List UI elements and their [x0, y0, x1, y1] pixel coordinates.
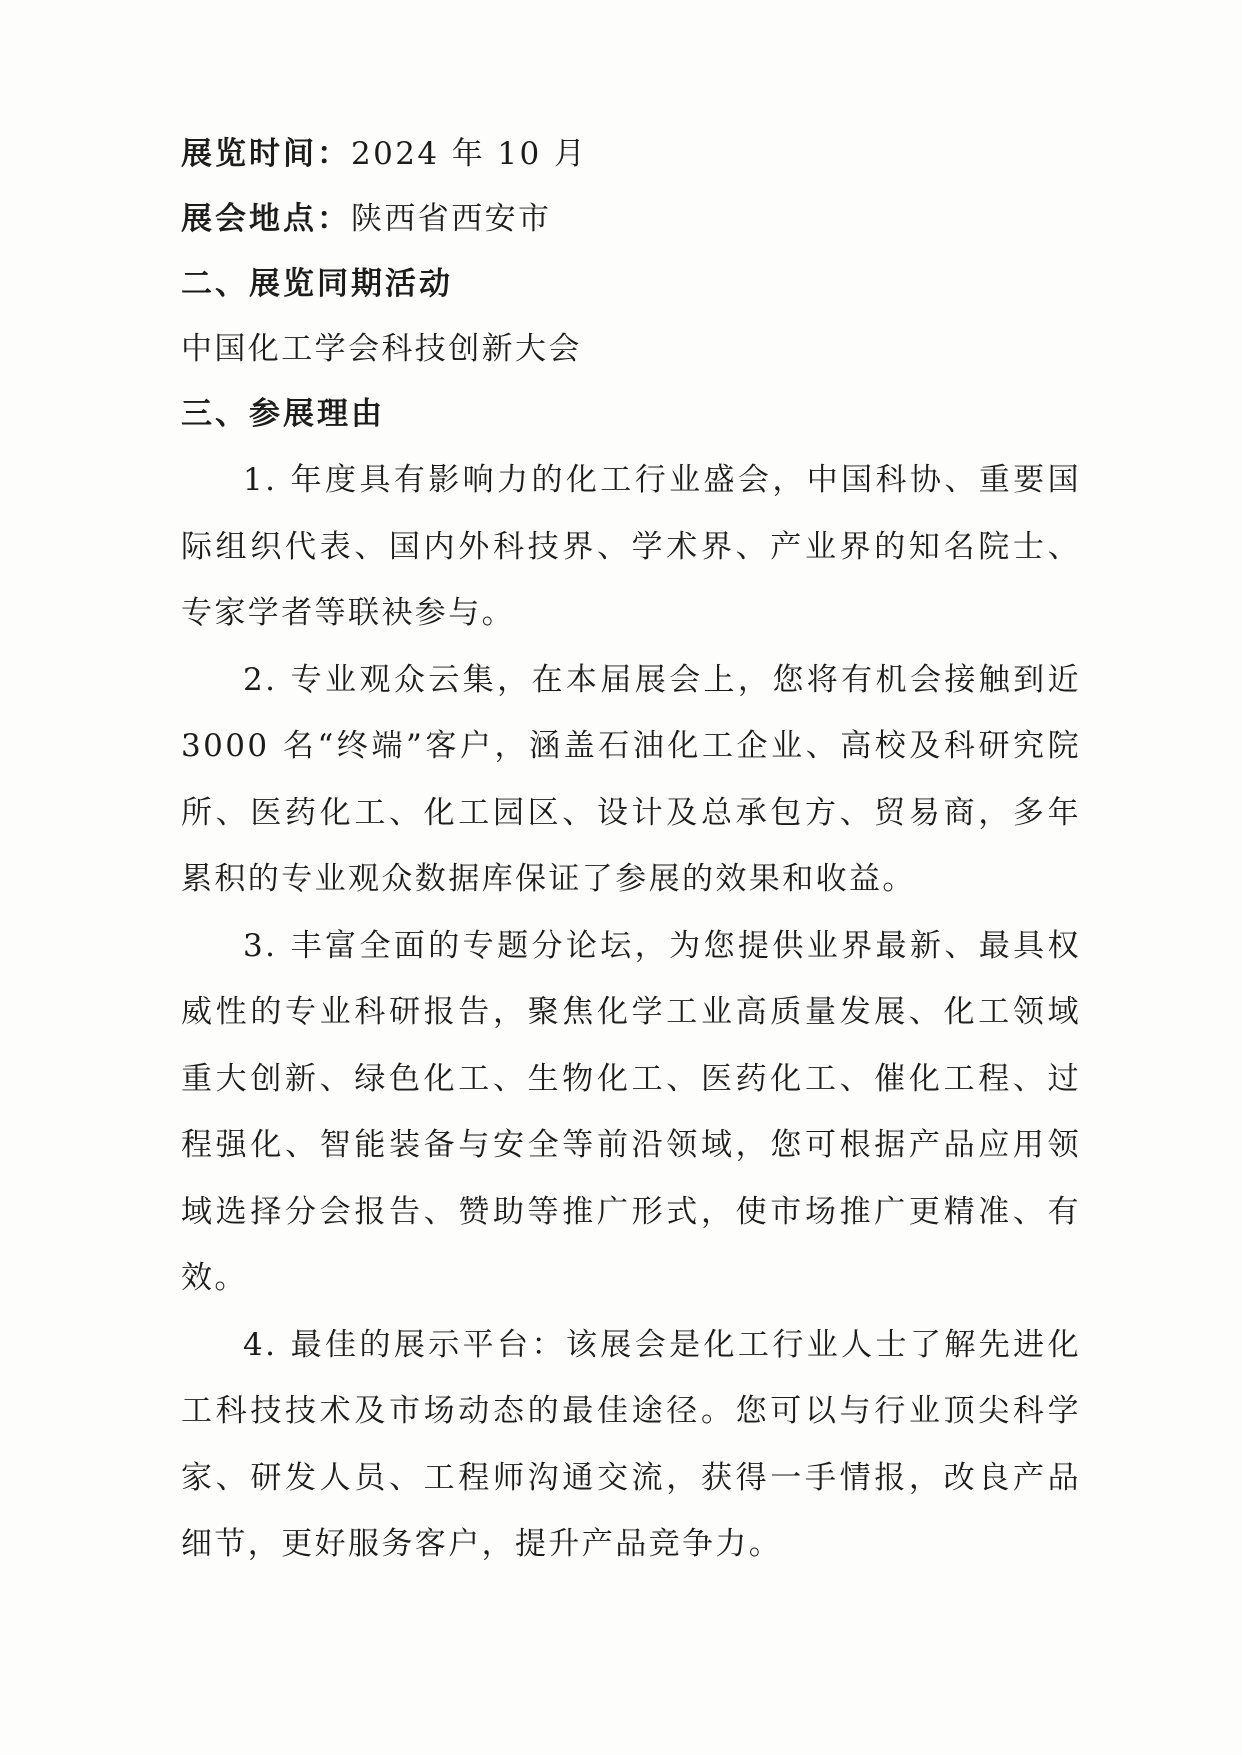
- reason-paragraph-4: 4. 最佳的展示平台：该展会是化工行业人士了解先进化工科技技术及市场动态的最佳途径。您可以与行业顶尖科学家、研发人员、工程师沟通交流，获得一手情报，改良产品细节，更好服务客户，提升产品竞争力。: [181, 1326, 1081, 1562]
- concurrent-activity: 中国化工学会科技创新大会: [181, 331, 582, 367]
- reason-paragraph-1: 1. 年度具有影响力的化工行业盛会，中国科协、重要国际组织代表、国内外科技界、学术界、产业界的知名院士、专家学者等联袂参与。: [181, 462, 1081, 631]
- exhibition-time-label: 展览时间：: [181, 136, 351, 172]
- exhibition-venue-value: 陕西省西安市: [351, 201, 552, 237]
- reason-paragraph-3: 3. 丰富全面的专题分论坛，为您提供业界最新、最具权威性的专业科研报告，聚焦化学工业高质量发展、化工领域重大创新、绿色化工、生物化工、医药化工、催化工程、过程强化、智能装备与安全等前沿领域，您可根据产品应用领域选择分会报告、赞助等推广形式，使市场推广更精准、有效。: [181, 927, 1081, 1296]
- exhibition-time-value: 2024 年 10 月: [351, 136, 588, 172]
- section-three-heading: 三、参展理由: [181, 396, 385, 432]
- section-two-heading: 二、展览同期活动: [181, 266, 453, 302]
- exhibition-venue-label: 展会地点：: [181, 201, 351, 237]
- document-body: [181, 122, 1081, 1578]
- exhibition-venue-line: [181, 187, 1081, 252]
- exhibition-time-line: [181, 122, 1081, 187]
- reason-paragraph-2: 2. 专业观众云集，在本届展会上，您将有机会接触到近 3000 名“终端”客户，涵盖石油化工企业、高校及科研究院所、医药化工、化工园区、设计及总承包方、贸易商，多年累积的专业观众数据库保证了参展的效果和收益。: [181, 661, 1081, 897]
